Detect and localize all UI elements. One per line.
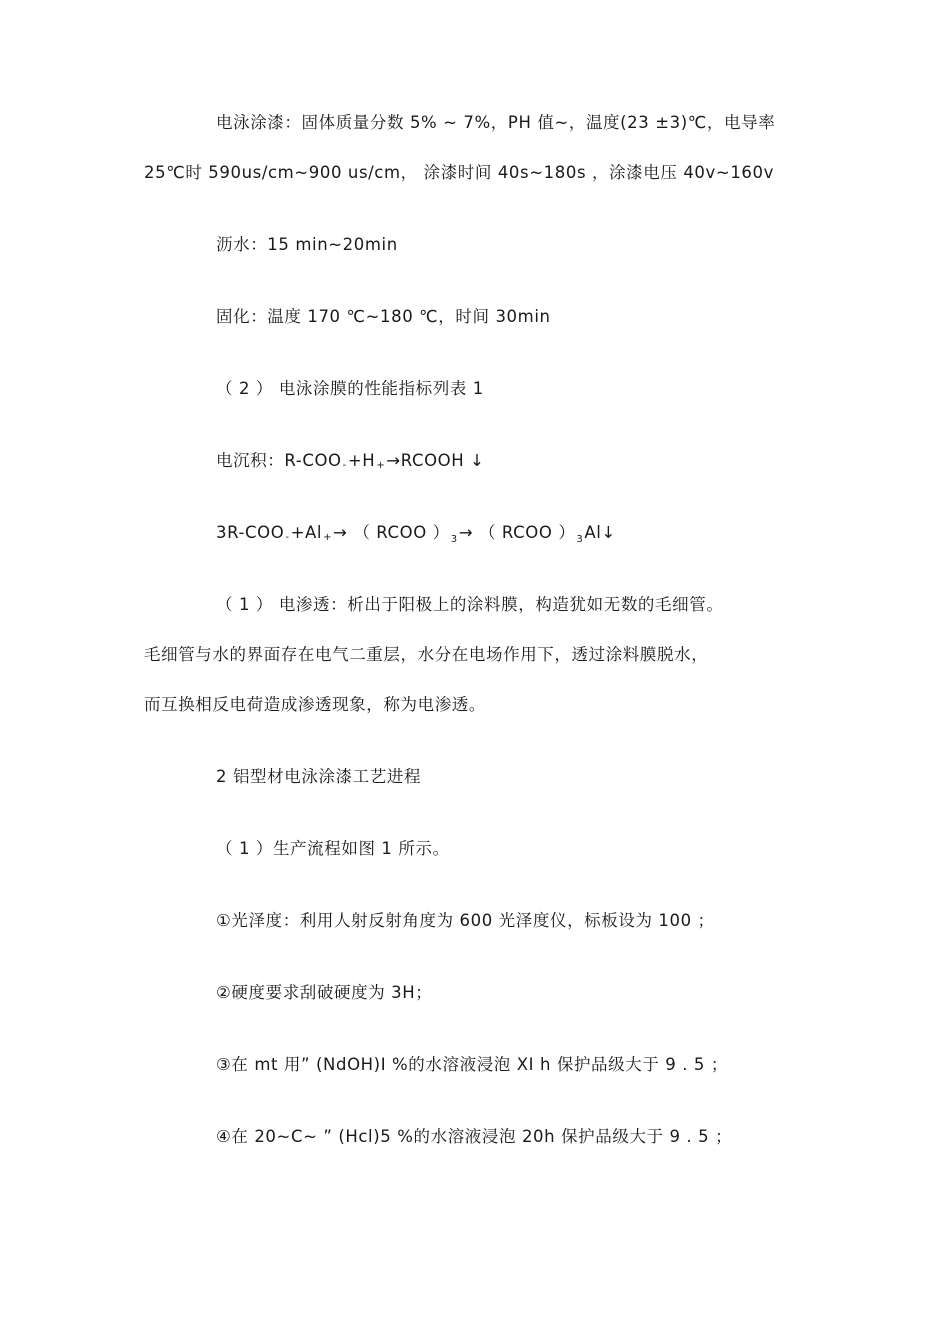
section-heading-performance: （ 2 ） 电泳涂膜的性能指标列表 1 [216,379,484,398]
formula-part: +H [347,451,376,470]
formula-part: → （ RCOO ） [333,523,450,542]
section-heading-process: 2 铝型材电泳涂漆工艺进程 [216,767,422,786]
formula-part: +Al [290,523,323,542]
formula-part: 3R-COO [216,523,285,542]
paragraph-electroosmosis-line1: （ 1 ） 电渗透：析出于阳极上的涂料膜，构造犹如无数的毛细管。 [216,595,724,614]
formula-part: →RCOOH ↓ [386,451,485,470]
formula-subscript: 3 [450,534,458,545]
paragraph-production-flow: （ 1 ）生产流程如图 1 所示。 [216,839,450,858]
paragraph-electroosmosis-line3: 而互换相反电荷造成渗透现象，称为电渗透。 [144,695,486,714]
formula-charge: + [376,460,386,471]
formula-subscript: 3 [576,534,584,545]
paragraph-curing: 固化：温度 170 ℃~180 ℃，时间 30min [216,307,551,326]
formula-aluminium [216,522,616,547]
list-item-hardness: ②硬度要求刮破硬度为 3H； [216,983,433,1002]
formula-part: 电沉积：R-COO [216,451,342,470]
formula-charge: + [323,532,333,543]
formula-charge: - [342,460,347,471]
paragraph-draining: 沥水：15 min~20min [216,235,398,254]
list-item-acid-resistance: ④在 20~C~ ” (Hcl)5 %的水溶液浸泡 20h 保护品级大于 9 . 5 ； [216,1127,733,1146]
paragraph-electroosmosis-line2: 毛细管与水的界面存在电气二重层，水分在电场作用下，透过涂料膜脱水， [144,645,709,664]
list-item-gloss: ①光泽度：利用人射反射角度为 600 光泽度仪，标板设为 100 ； [216,911,715,930]
list-item-alkali-resistance: ③在 mt 用” (NdOH)I %的水溶液浸泡 XI h 保护品级大于 9 . 5 ； [216,1055,728,1074]
formula-electrodeposition [216,450,485,475]
formula-part: Al↓ [584,523,616,542]
paragraph-electrophoresis-params-line2: 25℃时 590us/cm~900 us/cm， 涂漆时间 40s~180s ，涂漆电压 40v~160v [144,163,774,182]
formula-part: → （ RCOO ） [458,523,576,542]
paragraph-electrophoresis-params-line1: 电泳涂漆：固体质量分数 5% ~ 7%，PH 值~，温度(23 ±3)℃，电导率 [216,113,776,132]
formula-charge: - [285,532,290,543]
